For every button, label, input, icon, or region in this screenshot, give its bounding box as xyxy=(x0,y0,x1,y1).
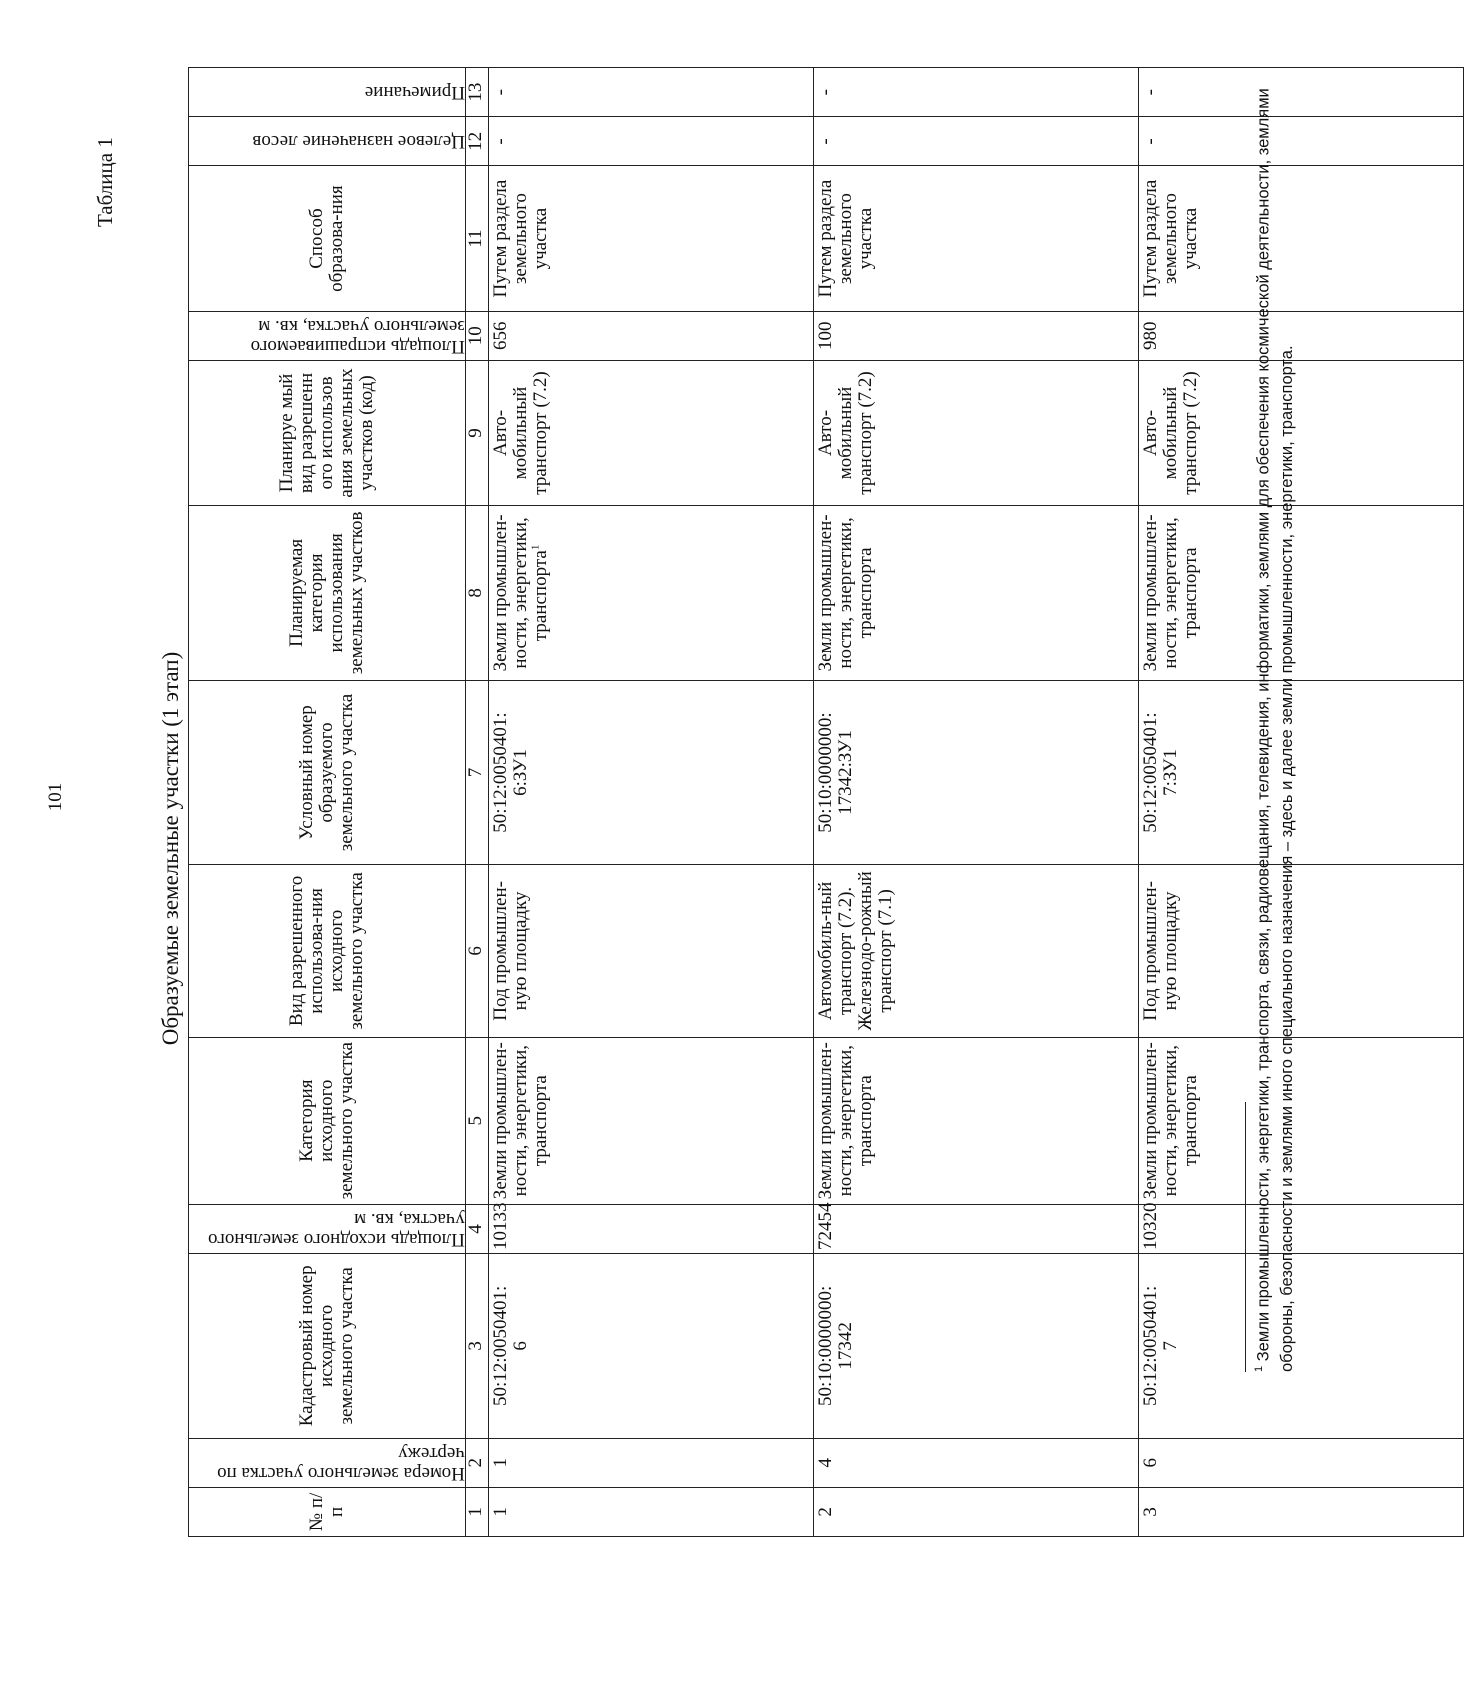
plot-number: 1 xyxy=(489,1438,814,1487)
footnote-divider xyxy=(1245,1102,1246,1372)
source-use: Автомобиль-ный транспорт (7.2). Железнодо-рожный транспорт (7.1) xyxy=(814,865,1139,1037)
table-row xyxy=(814,68,1139,1537)
column-number: 5 xyxy=(466,1037,489,1204)
column-number: 11 xyxy=(466,166,489,311)
header-index: № п/п xyxy=(189,1487,466,1536)
forest-purpose: - xyxy=(1139,117,1464,166)
planned-use: Авто-мобильный транспорт (7.2) xyxy=(814,360,1139,505)
forest-purpose: - xyxy=(489,117,814,166)
note: - xyxy=(1139,68,1464,117)
formation-method: Путем раздела земельного участка xyxy=(489,166,814,311)
column-number: 13 xyxy=(466,68,489,117)
header-source-area: Площадь исходного земельного участка, кв. м xyxy=(189,1204,466,1253)
source-category: Земли промышлен-ности, энергетики, транспорта xyxy=(1139,1037,1464,1204)
header-planned-use: Планируе мый вид разрешенн ого использов ания земельных участков (код) xyxy=(189,360,466,505)
header-forest-purpose: Целевое назначение лесов xyxy=(189,117,466,166)
header-planned-category: Планируемая категория использования земельных участков xyxy=(189,506,466,681)
table-caption: Образуемые земельные участки (1 этап) xyxy=(158,651,183,1046)
header-requested-area: Площадь испрашиваемого земельного участка, кв. м xyxy=(189,311,466,360)
column-number: 3 xyxy=(466,1254,489,1439)
header-conditional-number: Условный номер образуемого земельного участка xyxy=(189,680,466,865)
table-row xyxy=(489,68,814,1537)
header-note: Примечание xyxy=(189,68,466,117)
table-label: Таблица 1 xyxy=(93,137,117,227)
formation-method: Путем раздела земельного участка xyxy=(814,166,1139,311)
column-number: 7 xyxy=(466,680,489,865)
requested-area: 100 xyxy=(814,311,1139,360)
column-number: 10 xyxy=(466,311,489,360)
forest-purpose: - xyxy=(814,117,1139,166)
column-number: 1 xyxy=(466,1487,489,1536)
footnote-text: Земли промышленности, энергетики, транспорта, связи, радиовещания, телевидения, информатики, землями для обеспечения космической деятельности, землями обороны, безопасности и землями иного специального назначения – здесь и далее земли промышленности, энергетики, транспорта. xyxy=(1254,88,1297,1372)
conditional-number: 50:12:0050401: 6:ЗУ1 xyxy=(489,680,814,865)
source-use: Под промышлен-ную площадку xyxy=(1139,865,1464,1037)
source-category: Земли промышлен-ности, энергетики, транспорта xyxy=(814,1037,1139,1204)
header-formation-method: Способ образова-ния xyxy=(189,166,466,311)
header-source-category: Категория исходного земельного участка xyxy=(189,1037,466,1204)
requested-area: 980 xyxy=(1139,311,1464,360)
column-number: 2 xyxy=(466,1438,489,1487)
row-index: 2 xyxy=(814,1487,1139,1536)
source-area: 72454 xyxy=(814,1204,1139,1253)
source-area: 10133 xyxy=(489,1204,814,1253)
header-plot-number: Номера земельного участка по чертежу xyxy=(189,1438,466,1487)
row-index: 3 xyxy=(1139,1487,1464,1536)
planned-use: Авто-мобильный транспорт (7.2) xyxy=(489,360,814,505)
planned-category: Земли промышлен-ности, энергетики, транспорта$^1$ xyxy=(489,506,814,681)
page-number: 101 xyxy=(45,782,66,812)
source-area: 10320 xyxy=(1139,1204,1464,1253)
cadastral-number: 50:12:0050401: 6 xyxy=(489,1254,814,1439)
column-number-row xyxy=(466,68,489,1537)
plot-number: 4 xyxy=(814,1438,1139,1487)
column-number: 6 xyxy=(466,865,489,1037)
table-row xyxy=(1139,68,1464,1537)
header-cadastral-number: Кадастровый номер исходного земельного участка xyxy=(189,1254,466,1439)
conditional-number: 50:10:0000000: 17342:ЗУ1 xyxy=(814,680,1139,865)
cadastral-number: 50:10:0000000: 17342 xyxy=(814,1254,1139,1439)
requested-area: 656 xyxy=(489,311,814,360)
header-source-use: Вид разрешенного использова-ния исходного земельного участка xyxy=(189,865,466,1037)
note: - xyxy=(489,68,814,117)
note: - xyxy=(814,68,1139,117)
conditional-number: 50:12:0050401: 7:ЗУ1 xyxy=(1139,680,1464,865)
row-index: 1 xyxy=(489,1487,814,1536)
formation-method: Путем раздела земельного участка xyxy=(1139,166,1464,311)
footnote-ref: 1 xyxy=(529,544,542,551)
footnote xyxy=(1252,42,1300,1372)
planned-use: Авто-мобильный транспорт (7.2) xyxy=(1139,360,1464,505)
column-number: 9 xyxy=(466,360,489,505)
header-row xyxy=(189,68,466,1537)
cadastral-number: 50:12:0050401: 7 xyxy=(1139,1254,1464,1439)
planned-category: Земли промышлен-ности, энергетики, транспорта xyxy=(814,506,1139,681)
column-number: 8 xyxy=(466,506,489,681)
source-category: Земли промышлен-ности, энергетики, транспорта xyxy=(489,1037,814,1204)
column-number: 12 xyxy=(466,117,489,166)
column-number: 4 xyxy=(466,1204,489,1253)
footnote-mark: 1 xyxy=(1253,1365,1265,1372)
planned-category: Земли промышлен-ности, энергетики, транспорта xyxy=(1139,506,1464,681)
source-use: Под промышлен-ную площадку xyxy=(489,865,814,1037)
plot-number: 6 xyxy=(1139,1438,1464,1487)
